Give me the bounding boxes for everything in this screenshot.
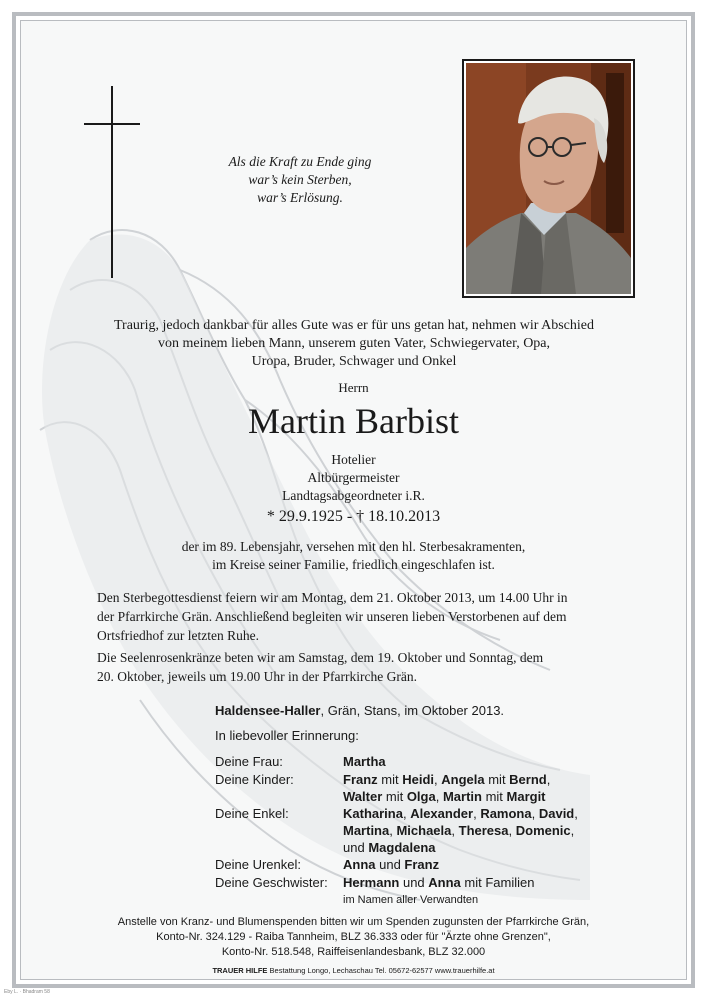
person-name: Walter [343,789,383,804]
intro-line: Traurig, jedoch dankbar für alles Gute was er für uns getan hat, nehmen wir Abschied [113,318,594,333]
connector: , [546,772,551,787]
donation-line: Konto-Nr. 518.548, Raiffeisenlandesbank, BLZ 32.000 [221,946,486,958]
wife-label: Deine Frau: [215,754,283,769]
person-name: Anna [428,875,461,890]
verse [200,153,400,207]
great-grandchildren-label: Deine Urenkel: [215,857,301,872]
death-notice-line: der im 89. Lebensjahr, versehen mit den hl. Sterbesakramenten, [181,539,526,554]
connector: , [389,823,397,838]
donation-line: Anstelle von Kranz- und Blumenspenden bitten wir um Spenden zugunsten der Pfarrkirche Grän, [117,916,590,928]
person-name: Franz [343,772,378,787]
title-line: Landtagsabgeordneter i.R. [282,488,425,503]
connector: , [435,789,443,804]
connector: mit [382,789,407,804]
person-name: Martina [343,823,390,838]
death-notice-line: im Kreise seiner Familie, friedlich eingeschlafen ist. [212,557,495,572]
children-label: Deine Kinder: [215,772,294,787]
connector: , [531,806,539,821]
person-name: Alexander [410,806,474,821]
connector: , [570,823,575,838]
connector: und [399,875,429,890]
grandchildren-line-1 [343,806,578,821]
connector: mit [377,772,403,787]
deceased-name: Martin Barbist [248,401,459,441]
person-name: Olga [406,789,436,804]
connector: , [451,823,459,838]
person-name: Ramona [480,806,532,821]
funeral-line: Ortsfriedhof zur letzten Ruhe. [97,628,259,643]
print-code: Eby L. · Bhadram 58 [4,989,50,995]
donation-note [0,915,707,960]
person-name: Margit [506,789,546,804]
family-name: Haldensee-Haller [215,703,321,718]
person-name: Magdalena [368,840,436,855]
funeral-line: Den Sterbegottesdienst feiern wir am Montag, dem 21. Oktober 2013, um 14.00 Uhr in [97,590,568,605]
footer-imprint [0,966,707,975]
verse-line: war’s Erlösung. [257,190,343,205]
connector: , [473,806,481,821]
children-line-1 [343,772,550,787]
person-name: David [538,806,575,821]
portrait-photo [466,63,631,294]
person-name: Martin [442,789,482,804]
rosary-line: Die Seelenrosenkränze beten wir am Samstag, dem 19. Oktober und Sonntag, dem [97,650,544,665]
place-date: , Grän, Stans, im Oktober 2013. [320,703,505,718]
intro-line: Uropa, Bruder, Schwager und Onkel [251,354,457,369]
person-name: Hermann [343,875,400,890]
person-name: Anna [343,857,376,872]
wife-name: Martha [343,754,386,769]
rosary-line: 20. Oktober, jeweils um 19.00 Uhr in der Pfarrkirche Grän. [97,669,417,684]
verse-line: Als die Kraft zu Ende ging [228,154,372,169]
memory-heading: In liebevoller Erinnerung: [215,728,359,743]
connector: , [434,772,442,787]
place-date-line [215,703,504,718]
connector: , [402,806,411,821]
person-name: Heidi [402,772,435,787]
connector: , [574,806,578,821]
grandchildren-label: Deine Enkel: [215,806,289,821]
siblings-label: Deine Geschwister: [215,875,328,890]
person-name: Michaela [396,823,452,838]
footer-text: Bestattung Longo, Lechaschau Tel. 05672-62577 www.trauerhilfe.at [267,966,495,975]
title-line: Hotelier [331,452,376,467]
person-name: Theresa [458,823,509,838]
connector: mit [481,789,507,804]
person-name: Domenic [515,823,571,838]
connector: und [375,857,405,872]
person-name: Angela [441,772,485,787]
person-name: Franz [404,857,440,872]
great-grandchildren [343,857,439,872]
person-name: Katharina [343,806,403,821]
rosary-paragraph [97,648,617,686]
person-name: Bernd [509,772,547,787]
titles [0,451,707,505]
relatives-note: im Namen aller Verwandten [343,894,479,906]
cross-vertical [111,86,113,278]
children-line-2 [343,789,546,804]
intro-line: von meinem lieben Mann, unserem guten Vater, Schwiegervater, Opa, [157,336,551,351]
funeral-paragraph [97,588,617,645]
connector: und [343,840,369,855]
title-line: Altbürgermeister [307,470,400,485]
salutation: Herrn [338,380,369,395]
funeral-line: der Pfarrkirche Grän. Anschließend begleiten wir unseren lieben Verstorbenen auf dem [97,609,567,624]
connector: mit [484,772,510,787]
intro-text [60,317,648,371]
cross-horizontal [84,123,140,125]
grandchildren-line-3 [343,840,436,855]
donation-line: Konto-Nr. 324.129 - Raiba Tannheim, BLZ 36.333 oder für "Ärzte ohne Grenzen", [156,931,551,943]
footer-brand: TRAUER HILFE [212,966,268,975]
siblings [343,875,534,890]
connector: , [508,823,516,838]
grandchildren-line-2 [343,823,574,838]
life-dates: * 29.9.1925 - † 18.10.2013 [266,508,441,525]
death-notice [0,538,707,574]
connector: mit Familien [460,875,535,890]
verse-line: war’s kein Sterben, [248,172,352,187]
